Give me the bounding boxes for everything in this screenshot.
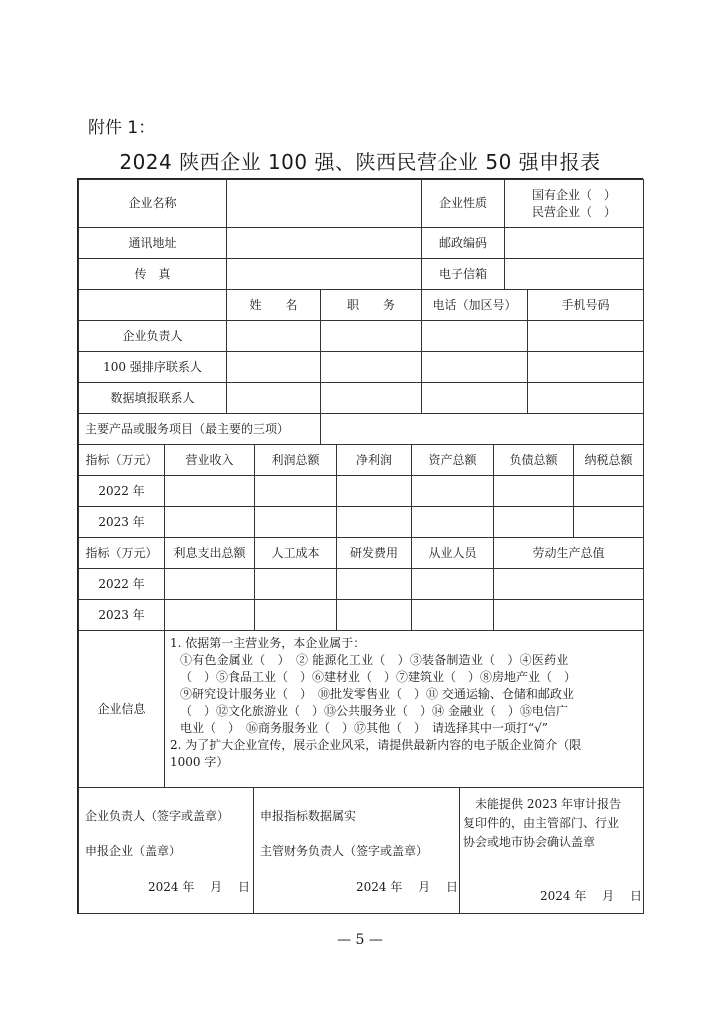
ind1-header: 负债总额 xyxy=(493,444,574,476)
ind1-field[interactable] xyxy=(164,475,255,507)
ind1-field[interactable] xyxy=(164,506,255,538)
contact-field[interactable] xyxy=(421,351,528,383)
fax-field[interactable] xyxy=(226,258,422,290)
page-title: 2024 陕西企业 100 强、陕西民营企业 50 强申报表 xyxy=(119,150,601,174)
ind1-header: 净利润 xyxy=(336,444,412,476)
ind1-field[interactable] xyxy=(493,506,574,538)
header-position: 职 务 xyxy=(320,289,422,321)
fax-label: 传 真 xyxy=(78,258,227,290)
contact-field[interactable] xyxy=(421,382,528,414)
ind2-field[interactable] xyxy=(493,568,644,600)
ind2-field[interactable] xyxy=(411,599,494,631)
postcode-label: 邮政编码 xyxy=(421,227,505,259)
page-number: — 5 — xyxy=(337,932,383,948)
sig3-line1: 未能提供 2023 年审计报告 xyxy=(463,797,622,811)
ind2-field[interactable] xyxy=(164,599,255,631)
company-name-label: 企业名称 xyxy=(78,179,227,228)
ind1-header: 利润总额 xyxy=(254,444,337,476)
company-name-field[interactable] xyxy=(226,179,422,228)
industry-options-line[interactable]: （ ）⑤食品工业（ ）⑥建材业（ ）⑦建筑业（ ）⑧房地产业（ ） xyxy=(180,670,577,684)
contact-field[interactable] xyxy=(226,382,321,414)
info-question-2-cont: 1000 字） xyxy=(170,755,229,769)
ind2-field[interactable] xyxy=(336,599,412,631)
ind2-field[interactable] xyxy=(336,568,412,600)
ind1-field[interactable] xyxy=(336,475,412,507)
ind1-header: 指标（万元） xyxy=(78,444,165,476)
sig3-line2: 复印件的，由主管部门、行业 xyxy=(463,816,620,830)
contact-row-label: 企业负责人 xyxy=(78,320,227,352)
sig1-line2: 申报企业（盖章） xyxy=(85,844,182,858)
sig3-line3: 协会或地市协会确认盖章 xyxy=(463,835,596,849)
sig2-line1: 申报指标数据属实 xyxy=(260,809,357,823)
ind1-field[interactable] xyxy=(254,475,337,507)
ind1-field[interactable] xyxy=(411,475,494,507)
ind1-field[interactable] xyxy=(493,475,574,507)
main-products-label: 主要产品或服务项目（最主要的三项） xyxy=(78,413,321,445)
ind2-year: 2022 年 xyxy=(78,568,165,600)
ind2-year: 2023 年 xyxy=(78,599,165,631)
ind1-header: 资产总额 xyxy=(411,444,494,476)
contact-row-label: 数据填报联系人 xyxy=(78,382,227,414)
ind1-year: 2023 年 xyxy=(78,506,165,538)
email-field[interactable] xyxy=(504,258,644,290)
email-label: 电子信箱 xyxy=(421,258,505,290)
ind1-header: 营业收入 xyxy=(164,444,255,476)
ind2-field[interactable] xyxy=(493,599,644,631)
attachment-label: 附件 1： xyxy=(88,118,156,138)
ind2-field[interactable] xyxy=(411,568,494,600)
application-form-table xyxy=(77,178,643,914)
header-phone: 电话（加区号） xyxy=(421,289,528,321)
contact-field[interactable] xyxy=(320,320,422,352)
company-info-content xyxy=(170,635,640,771)
ind2-field[interactable] xyxy=(164,568,255,600)
industry-options-line[interactable]: （ ）⑫文化旅游业（ ）⑬公共服务业（ ）⑭ 金融业（ ）⑮电信广 xyxy=(180,704,568,718)
ind1-field[interactable] xyxy=(411,506,494,538)
ind2-header: 指标（万元） xyxy=(78,537,165,569)
option-state-owned[interactable]: 国有企业（ ） xyxy=(531,187,616,202)
info-question-2: 2. 为了扩大企业宣传，展示企业风采，请提供最新内容的电子版企业简介（限 xyxy=(170,738,582,752)
ind2-header: 研发费用 xyxy=(336,537,412,569)
sig3-date: 2024 年 月 日 xyxy=(540,889,642,903)
contact-row-label: 100 强排序联系人 xyxy=(78,351,227,383)
contact-field[interactable] xyxy=(320,382,422,414)
contact-field[interactable] xyxy=(527,351,644,383)
contacts-corner xyxy=(78,289,227,321)
postcode-field[interactable] xyxy=(504,227,644,259)
ind2-header: 劳动生产总值 xyxy=(493,537,644,569)
ind2-field[interactable] xyxy=(254,599,337,631)
address-label: 通讯地址 xyxy=(78,227,227,259)
company-type-label: 企业性质 xyxy=(421,179,505,228)
info-question-1: 1. 依据第一主营业务，本企业属于： xyxy=(170,636,366,650)
sig2-line2: 主管财务负责人（签字或盖章） xyxy=(260,844,429,858)
ind1-year: 2022 年 xyxy=(78,475,165,507)
ind1-field[interactable] xyxy=(336,506,412,538)
ind1-header: 纳税总额 xyxy=(573,444,644,476)
ind1-field[interactable] xyxy=(573,506,644,538)
address-field[interactable] xyxy=(226,227,422,259)
contact-field[interactable] xyxy=(226,351,321,383)
ind2-header: 人工成本 xyxy=(254,537,337,569)
header-mobile: 手机号码 xyxy=(527,289,644,321)
company-info-label: 企业信息 xyxy=(78,630,165,788)
sig2-date: 2024 年 月 日 xyxy=(356,880,458,894)
contact-field[interactable] xyxy=(320,351,422,383)
sig1-line1: 企业负责人（签字或盖章） xyxy=(85,809,230,823)
header-name: 姓 名 xyxy=(226,289,321,321)
ind1-field[interactable] xyxy=(573,475,644,507)
contact-field[interactable] xyxy=(421,320,528,352)
industry-options-line[interactable]: 电业（ ） ⑯商务服务业（ ）⑰其他（ ） 请选择其中一项打“√” xyxy=(180,721,548,735)
ind1-field[interactable] xyxy=(254,506,337,538)
main-products-field[interactable] xyxy=(320,413,644,445)
option-private[interactable]: 民营企业（ ） xyxy=(531,204,616,219)
contact-field[interactable] xyxy=(527,382,644,414)
sig1-date: 2024 年 月 日 xyxy=(148,880,250,894)
ind2-header: 利息支出总额 xyxy=(164,537,255,569)
industry-options-line[interactable]: ⑨研究设计服务业（ ） ⑩批发零售业（ ）⑪ 交通运输、仓储和邮政业 xyxy=(180,687,574,701)
contact-field[interactable] xyxy=(527,320,644,352)
contact-field[interactable] xyxy=(226,320,321,352)
ind2-field[interactable] xyxy=(254,568,337,600)
company-type-options xyxy=(504,179,644,228)
ind2-header: 从业人员 xyxy=(411,537,494,569)
industry-options-line[interactable]: ①有色金属业（ ） ② 能源化工业（ ）③装备制造业（ ）④医药业 xyxy=(180,653,569,667)
